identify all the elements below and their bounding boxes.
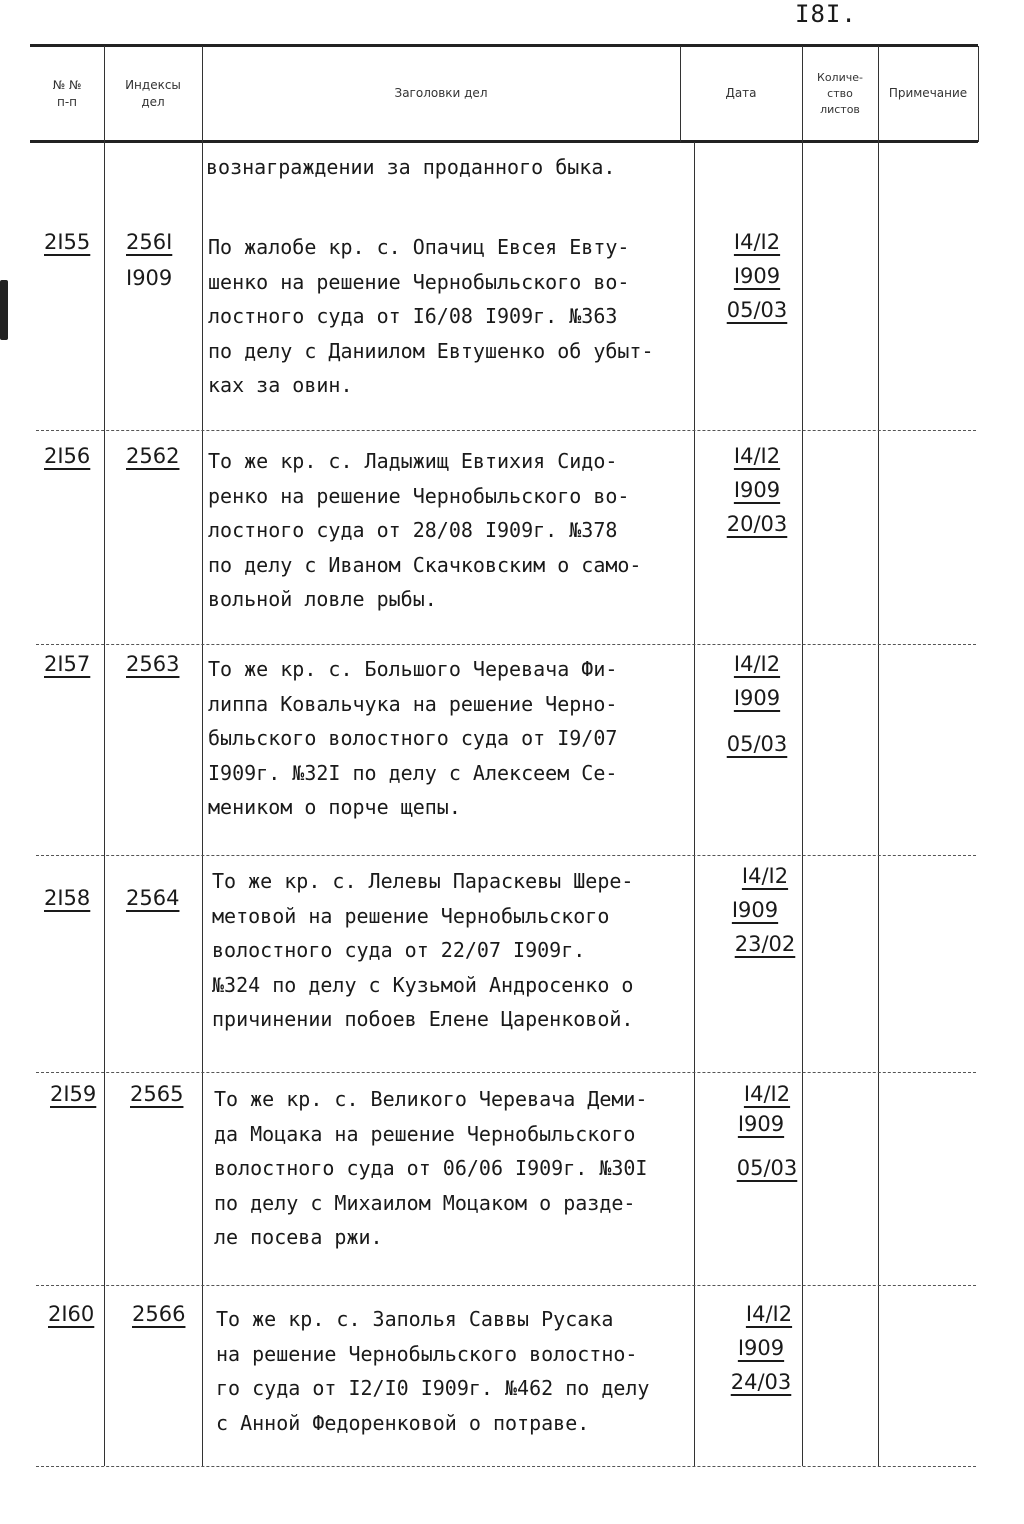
entry-number: 2I59 (50, 1082, 97, 1106)
entry-date-year: I909 (733, 264, 781, 288)
entry-title: То же кр. с. Ладыжищ Евтихия Сидо- ренко на решение Чернобыльского во- лостного суда от 28/08 I909г. №378 по делу с Иваном Скачковским о само- вольной ловле рыбы. (208, 449, 642, 611)
entry-date-year: I909 (731, 898, 779, 922)
entry-date-year: I909 (737, 1112, 785, 1136)
header-index: Индексы дел (125, 77, 181, 109)
entry-number: 2I58 (44, 886, 91, 910)
entry-title: То же кр. с. Большого Черевача Фи- липпа Ковальчука на решение Черно- быльского волостного суда от I9/07 I909г. №32I по делу с Алексеем Се- меником о порче щепы. (208, 657, 618, 819)
entry-date-end: 20/03 (726, 512, 788, 536)
header-num: № № п-п (52, 77, 82, 109)
entry-date-start: I4/I2 (745, 1302, 793, 1326)
entry-date-end: 05/03 (726, 298, 788, 322)
entry-title: То же кр. с. Заполья Саввы Русака на решение Чернобыльского волостно- го суда от I2/I0 I909г. №462 по делу с Анной Федоренковой о потраве. (216, 1307, 650, 1435)
entry-number: 2I56 (44, 444, 91, 468)
entry-date-end: 05/03 (726, 732, 788, 756)
entry-number: 2I60 (48, 1302, 95, 1326)
header-title: Заголовки дел (394, 86, 488, 101)
entry-index: 2564 (126, 886, 180, 910)
entry-index: 256I (126, 230, 173, 254)
entry-index-year: I909 (126, 266, 173, 290)
entry-date-start: I4/I2 (743, 1082, 791, 1106)
column-line-6 (978, 46, 979, 142)
column-line-3-header (680, 46, 681, 142)
column-line-1 (104, 46, 105, 1466)
entry-date-year: I909 (733, 478, 781, 502)
entry-date-end: 23/02 (734, 932, 796, 956)
row-separator (36, 1285, 976, 1286)
entry-index: 2566 (132, 1302, 186, 1326)
entry-date-start: I4/I2 (733, 230, 781, 254)
row-separator (36, 1466, 976, 1467)
row-separator (36, 1072, 976, 1073)
row-separator (36, 855, 976, 856)
page-number: I8I. (795, 0, 857, 28)
entry-title: То же кр. с. Лелевы Параскевы Шере- метовой на решение Чернобыльского волостного суда от 22/07 I909г. №324 по делу с Кузьмой Андросенко о причинении побоев Елене Царенковой. (212, 869, 634, 1031)
entry-index: 2562 (126, 444, 180, 468)
entry-index: 2565 (130, 1082, 184, 1106)
scan-edge-mark (0, 280, 8, 340)
continued-title: вознаграждении за проданного быка. (206, 155, 616, 179)
header-count: Количе- ство листов (817, 71, 863, 116)
column-line-2 (202, 46, 203, 1466)
entry-date-start: I4/I2 (741, 864, 789, 888)
entry-number: 2I57 (44, 652, 91, 676)
entry-date-end: 24/03 (730, 1370, 792, 1394)
column-line-5 (878, 46, 879, 1466)
entry-date-year: I909 (737, 1336, 785, 1360)
entry-date-start: I4/I2 (733, 652, 781, 676)
header-note: Примечание (888, 86, 968, 101)
column-line-4 (802, 46, 803, 1466)
entry-title: По жалобе кр. с. Опачиц Евсея Евту- шенко на решение Чернобыльского во- лостного суда от I6/08 I909г. №363 по делу с Даниилом Евтушенко об убыт- ках за овин. (208, 235, 654, 397)
entry-index: 2563 (126, 652, 180, 676)
header-bottom-rule (30, 140, 978, 143)
entry-title: То же кр. с. Великого Черевача Деми- да Моцака на решение Чернобыльского волостного суда от 06/06 I909г. №30I по делу с Михаилом Моцаком о разде- ле посева ржи. (214, 1087, 648, 1249)
header-top-rule (30, 44, 978, 47)
entry-number: 2I55 (44, 230, 91, 254)
entry-date-end: 05/03 (736, 1156, 798, 1180)
row-separator (36, 644, 976, 645)
entry-date-start: I4/I2 (733, 444, 781, 468)
entry-date-year: I909 (733, 686, 781, 710)
header-date: Дата (725, 86, 757, 101)
row-separator (36, 430, 976, 431)
